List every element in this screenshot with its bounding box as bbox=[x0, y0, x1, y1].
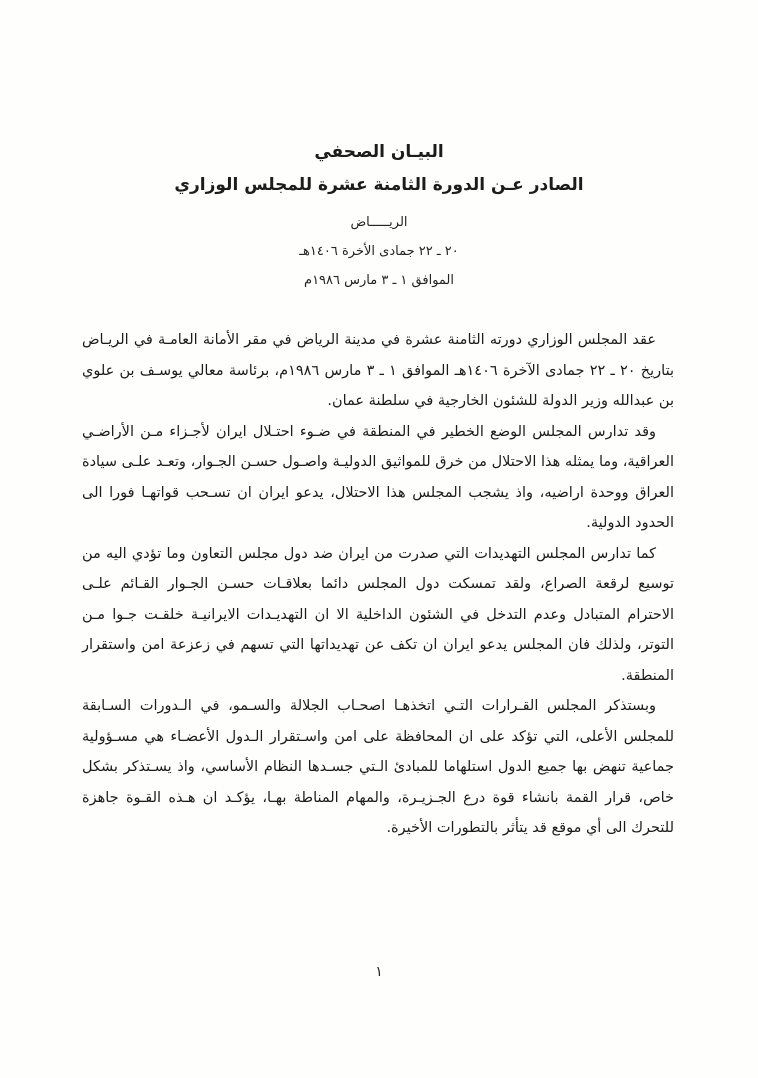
location-line: الريـــــاض bbox=[350, 215, 408, 230]
paragraph: وبستذكر المجلس القـرارات التـي اتخذهـا اصحـاب الجلالة والسـمو، في الـدورات السـابقة للمجلس الأعلى، التي تؤكد على ان المحافظة على امن واسـتقرار الـدول الأعضـاء هي مسـؤولية جماعية تنهض بها جميع الدول استلهاما للمبادئ الـتي جسـدها النظام الأساسي، واذ يسـتذكر بشكل خاص، قرار القمة بانشاء قوة درع الجـزيـرة، والمهام المناطة بهـا، يؤكـد ان هـذه القـوة جاهزة للتحرك الى أي موقع قد يتأثر بالتطورات الأخيرة. bbox=[82, 698, 674, 836]
paragraph: وقد تدارس المجلس الوضع الخطير في المنطقة في ضـوء احتـلال ايران لأجـزاء مـن الأراضـي العراقية، وما يمثله هذا الاحتلال من خرق للمواثيق الدوليـة واصـول حسـن الجـوار، وتعـد علـى سيادة العراق ووحدة اراضيه، واذ يشجب المجلس هذا الاحتلال، يدعو ايران ان تسـحب قواتهـا فورا الى الحدود الدولية. bbox=[82, 423, 674, 531]
title-block bbox=[0, 0, 758, 295]
gregorian-date-line: الموافق ١ ـ ٣ مارس ١٩٨٦م bbox=[304, 273, 454, 288]
document-title: البيـان الصحفي bbox=[314, 142, 444, 162]
hijri-date-line: ٢٠ ـ ٢٢ جمادى الأخرة ١٤٠٦هـ bbox=[299, 244, 459, 259]
paragraph: كما تدارس المجلس التهديدات التي صدرت من ايران ضد دول مجلس التعاون وما تؤدي اليه من توسيع لرقعة الصراع، ولقد تمسكت دول المجلس دائما بعلاقـات حسـن الجـوار القـائم علـى الاحترام المتبادل وعدم التدخل في الشئون الداخلية الا ان التهديـدات الايرانيـة خلقـت جـوا مـن التوتر، ولذلك فان المجلس يدعو ايران ان تكف عن تهديداتها التي تسهم في زعزعة امن واستقرار المنطقة. bbox=[82, 545, 674, 684]
page-number: ١ bbox=[375, 964, 383, 980]
document-subtitle: الصادر عـن الدورة الثامنة عشرة للمجلس الوزاري bbox=[174, 175, 584, 195]
document-body bbox=[0, 325, 758, 844]
paragraph: عقد المجلس الوزاري دورته الثامنة عشرة في مدينة الرياض في مقر الأمانة العامـة في الريـاض بتاريخ ٢٠ ـ ٢٢ جمادى الآخرة ١٤٠٦هـ الموافق ١ ـ ٣ مارس ١٩٨٦م، برئاسة معالي يوسـف بن علوي بن عبدالله وزير الدولة للشئون الخارجية في سلطنة عمان. bbox=[82, 332, 674, 409]
